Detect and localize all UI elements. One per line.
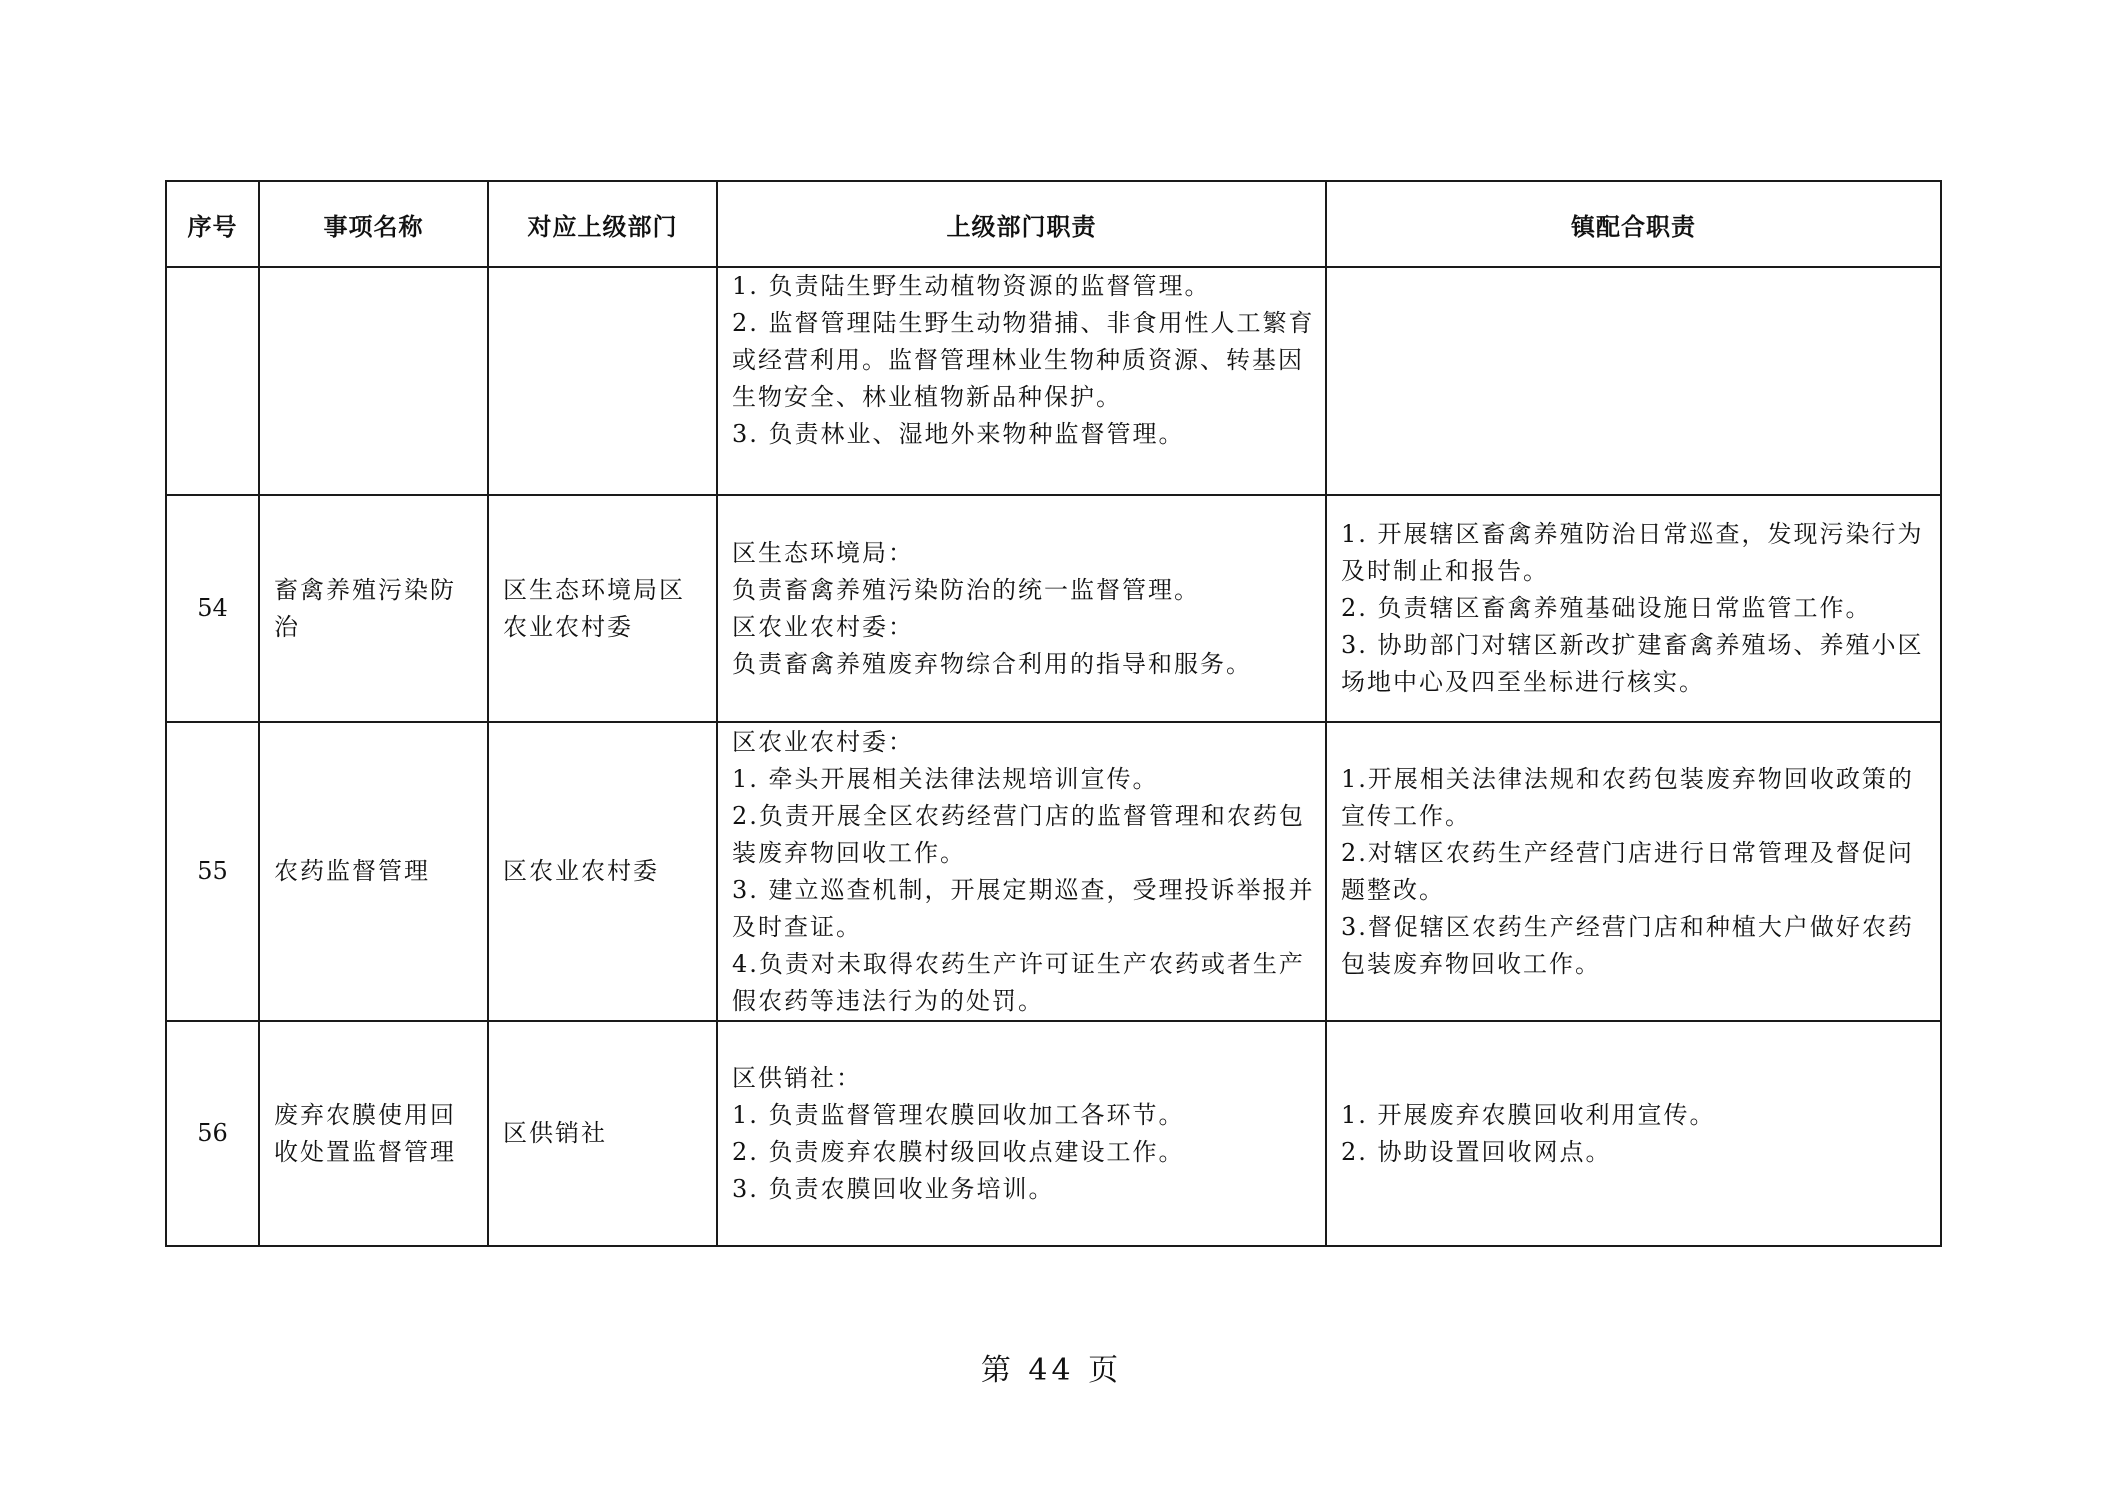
town-duty-line: 3. 协助部门对辖区新改扩建畜禽养殖场、养殖小区场地中心及四至坐标进行核实。 (1341, 631, 1924, 696)
town-duty-line: 2. 协助设置回收网点。 (1341, 1137, 1612, 1166)
row-superior-duty (717, 1021, 1326, 1246)
duty-line: 1. 负责监督管理农膜回收加工各环节。 (732, 1100, 1185, 1129)
header-index: 序号 (166, 181, 259, 267)
duty-line: 负责畜禽养殖废弃物综合利用的指导和服务。 (732, 649, 1252, 678)
row-item-name: 畜禽养殖污染防治 (259, 495, 488, 722)
town-duty-line: 3.督促辖区农药生产经营门店和种植大户做好农药包装废弃物回收工作。 (1341, 912, 1914, 978)
row-superior-duty (717, 495, 1326, 722)
table-row (166, 1021, 1941, 1246)
row-index: 54 (166, 495, 259, 722)
duty-line: 3. 建立巡查机制，开展定期巡查，受理投诉举报并及时查证。 (732, 875, 1315, 941)
row-superior-dept: 区生态环境局区农业农村委 (488, 495, 717, 722)
row-index: 56 (166, 1021, 259, 1246)
row-superior-duty (717, 722, 1326, 1021)
row-town-duty (1326, 722, 1941, 1021)
page-number: 第 44 页 (980, 1353, 1123, 1388)
table-row (166, 722, 1941, 1021)
duty-line: 区供销社： (732, 1063, 862, 1092)
header-superior-duty: 上级部门职责 (717, 181, 1326, 267)
table-header-row (166, 181, 1941, 267)
row-superior-dept (488, 267, 717, 495)
row-town-duty (1326, 1021, 1941, 1246)
duty-line: 1. 负责陆生野生动植物资源的监督管理。 (732, 272, 1211, 300)
row-item-name: 废弃农膜使用回收处置监督管理 (259, 1021, 488, 1246)
table-row (166, 267, 1941, 495)
town-duty-line: 2. 负责辖区畜禽养殖基础设施日常监管工作。 (1341, 594, 1872, 622)
duty-line: 1. 牵头开展相关法律法规培训宣传。 (732, 764, 1159, 793)
duty-line: 区农业农村委： (732, 612, 914, 641)
town-duty-line: 1. 开展废弃农膜回收利用宣传。 (1341, 1100, 1716, 1129)
town-duty-line: 2.对辖区农药生产经营门店进行日常管理及督促问题整改。 (1341, 838, 1914, 904)
table-row (166, 495, 1941, 722)
row-superior-dept: 区农业农村委 (488, 722, 717, 1021)
row-index (166, 267, 259, 495)
row-superior-duty (717, 267, 1326, 495)
duty-line: 2. 负责废弃农膜村级回收点建设工作。 (732, 1137, 1185, 1166)
row-superior-dept: 区供销社 (488, 1021, 717, 1246)
duty-table (165, 180, 1942, 1247)
duty-line: 3. 负责农膜回收业务培训。 (732, 1174, 1055, 1203)
row-town-duty (1326, 267, 1941, 495)
town-duty-line: 1.开展相关法律法规和农药包装废弃物回收政策的宣传工作。 (1341, 764, 1914, 830)
row-item-name: 农药监督管理 (259, 722, 488, 1021)
row-town-duty (1326, 495, 1941, 722)
row-index: 55 (166, 722, 259, 1021)
row-item-name (259, 267, 488, 495)
town-duty-line: 1. 开展辖区畜禽养殖防治日常巡查，发现污染行为及时制止和报告。 (1341, 520, 1924, 585)
header-superior-dept: 对应上级部门 (488, 181, 717, 267)
duty-line: 负责畜禽养殖污染防治的统一监督管理。 (732, 575, 1200, 604)
duty-line: 4.负责对未取得农药生产许可证生产农药或者生产假农药等违法行为的处罚。 (732, 949, 1305, 1015)
duty-line: 2. 监督管理陆生野生动物猎捕、非食用性人工繁育或经营利用。监督管理林业生物种质资源、转基因生物安全、林业植物新品种保护。 (732, 309, 1315, 411)
duty-line: 2.负责开展全区农药经营门店的监督管理和农药包装废弃物回收工作。 (732, 801, 1305, 867)
duty-line: 区农业农村委： (732, 727, 914, 756)
header-item-name: 事项名称 (259, 181, 488, 267)
duty-line: 区生态环境局： (732, 538, 914, 567)
header-town-duty: 镇配合职责 (1326, 181, 1941, 267)
duty-line: 3. 负责林业、湿地外来物种监督管理。 (732, 420, 1185, 448)
